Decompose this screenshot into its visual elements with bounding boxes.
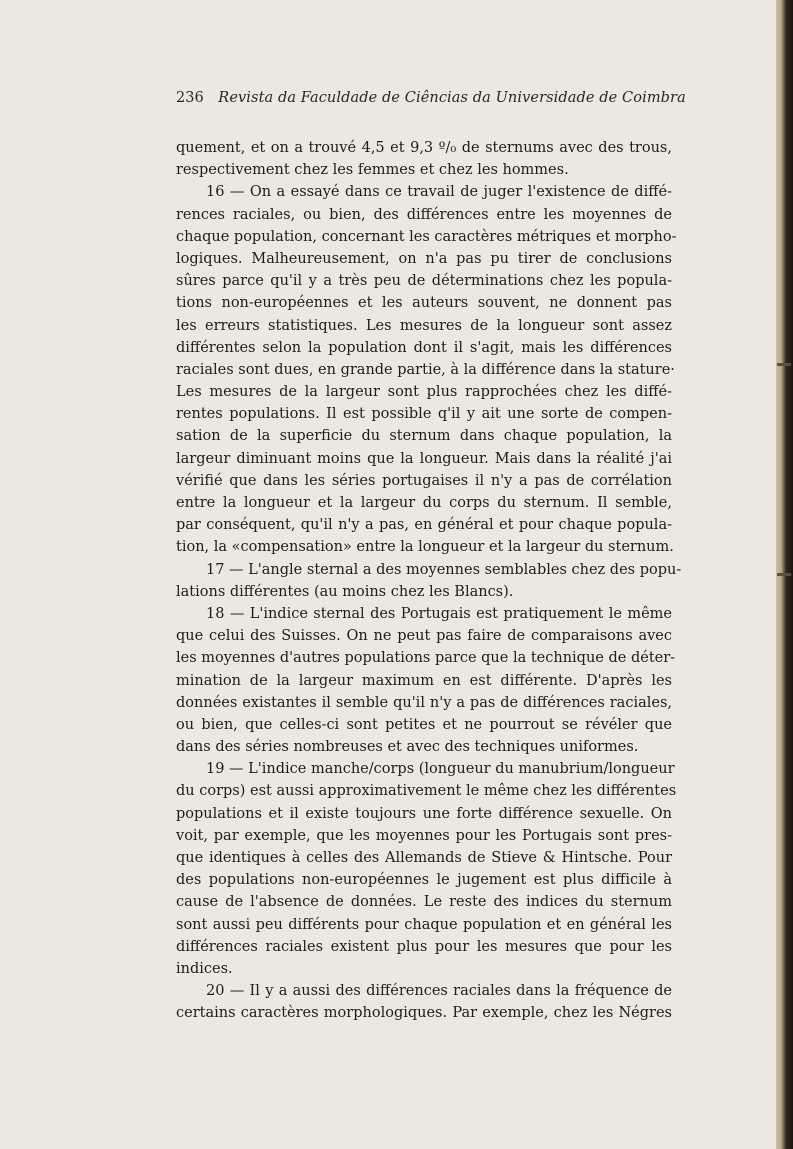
text-line: lations différentes (au moins chez les Blancs). <box>176 583 514 600</box>
text-line: ou bien, que celles-ci sont petites et ne pourrout se révéler que <box>176 716 672 733</box>
text-line: quement, et on a trouvé 4,5 et 9,3 º/₀ de sternums avec des trous, <box>176 140 672 156</box>
text-line: 16 — On a essayé dans ce travail de juger l'existence de diffé- <box>206 184 672 201</box>
edge-mark <box>777 573 791 576</box>
text-line: sont aussi peu différents pour chaque population et en général les <box>176 916 672 933</box>
text-line: les erreurs statistiques. Les mesures de la longueur sont assez <box>176 317 672 334</box>
text-line: Les mesures de la largeur sont plus rapprochées chez les diffé- <box>176 384 672 401</box>
text-line: logiques. Malheureusement, on n'a pas pu tirer de conclusions <box>176 250 672 267</box>
text-line: sation de la superficie du sternum dans chaque population, la <box>176 428 672 445</box>
text-line: 19 — L'indice manche/corps (longueur du manubrium/longueur <box>206 761 675 778</box>
text-line: voit, par exemple, que les moyennes pour les Portugais sont pres- <box>176 827 672 844</box>
body-text <box>176 137 682 1025</box>
text-line: mination de la largeur maximum en est différente. D'après les <box>176 672 672 689</box>
text-line: raciales sont dues, en grande partie, à la différence dans la stature· <box>176 361 675 378</box>
text-line: entre la longueur et la largeur du corps du sternum. Il semble, <box>176 495 672 511</box>
text-line: cause de l'absence de données. Le reste des indices du sternum <box>176 894 672 911</box>
text-line: dans des séries nombreuses et avec des techniques uniformes. <box>176 739 639 756</box>
text-line: rences raciales, ou bien, des différences entre les moyennes de <box>176 206 672 223</box>
text-line: différentes selon la population dont il s'agit, mais les différences <box>176 339 672 356</box>
text-line: respectivement chez les femmes et chez les hommes. <box>176 162 569 179</box>
text-line: que celui des Suisses. On ne peut pas faire de comparaisons avec <box>176 628 672 645</box>
text-line: rentes populations. Il est possible q'il y ait une sorte de compen- <box>176 406 672 423</box>
text-line: données existantes il semble qu'il n'y a pas de différences raciales, <box>176 694 672 711</box>
text-line: indices. <box>176 960 233 977</box>
text-line: tion, la «compensation» entre la longueur et la largeur du sternum. <box>176 539 674 556</box>
text-line: les moyennes d'autres populations parce que la technique de déter- <box>176 650 676 667</box>
text-line: chaque population, concernant les caractères métriques et morpho- <box>176 228 677 245</box>
text-line: 18 — L'indice sternal des Portugais est pratiquement le même <box>206 605 672 622</box>
text-line: différences raciales existent plus pour les mesures que pour les <box>176 938 672 955</box>
text-line: vérifié que dans les séries portugaises il n'y a pas de corrélation <box>176 472 672 489</box>
text-line: par conséquent, qu'il n'y a pas, en général et pour chaque popula- <box>176 517 672 534</box>
text-line: du corps) est aussi approximativement le même chez les différentes <box>176 783 677 800</box>
page-number: 236 <box>176 90 204 106</box>
running-header <box>176 90 686 110</box>
text-line: certains caractères morphologiques. Par exemple, chez les Négres <box>176 1005 672 1022</box>
text-line: que identiques à celles des Allemands de Stieve & Hintsche. Pour <box>176 850 672 866</box>
text-line: largeur diminuant moins que la longueur. Mais dans la réalité j'ai <box>176 450 672 467</box>
text-line: tions non-européennes et les auteurs souvent, ne donnent pas <box>176 295 672 312</box>
text-line: sûres parce qu'il y a très peu de déterminations chez les popula- <box>176 273 672 290</box>
edge-mark <box>777 363 791 366</box>
text-line: 20 — Il y a aussi des différences raciales dans la fréquence de <box>206 983 672 1000</box>
text-line: des populations non-européennes le jugement est plus difficile à <box>176 872 672 889</box>
journal-title: Revista da Faculdade de Ciências da Universidade de Coimbra <box>218 90 686 106</box>
text-line: populations et il existe toujours une forte différence sexuelle. On <box>176 805 672 822</box>
text-line: 17 — L'angle sternal a des moyennes semblables chez des popu- <box>206 561 682 578</box>
